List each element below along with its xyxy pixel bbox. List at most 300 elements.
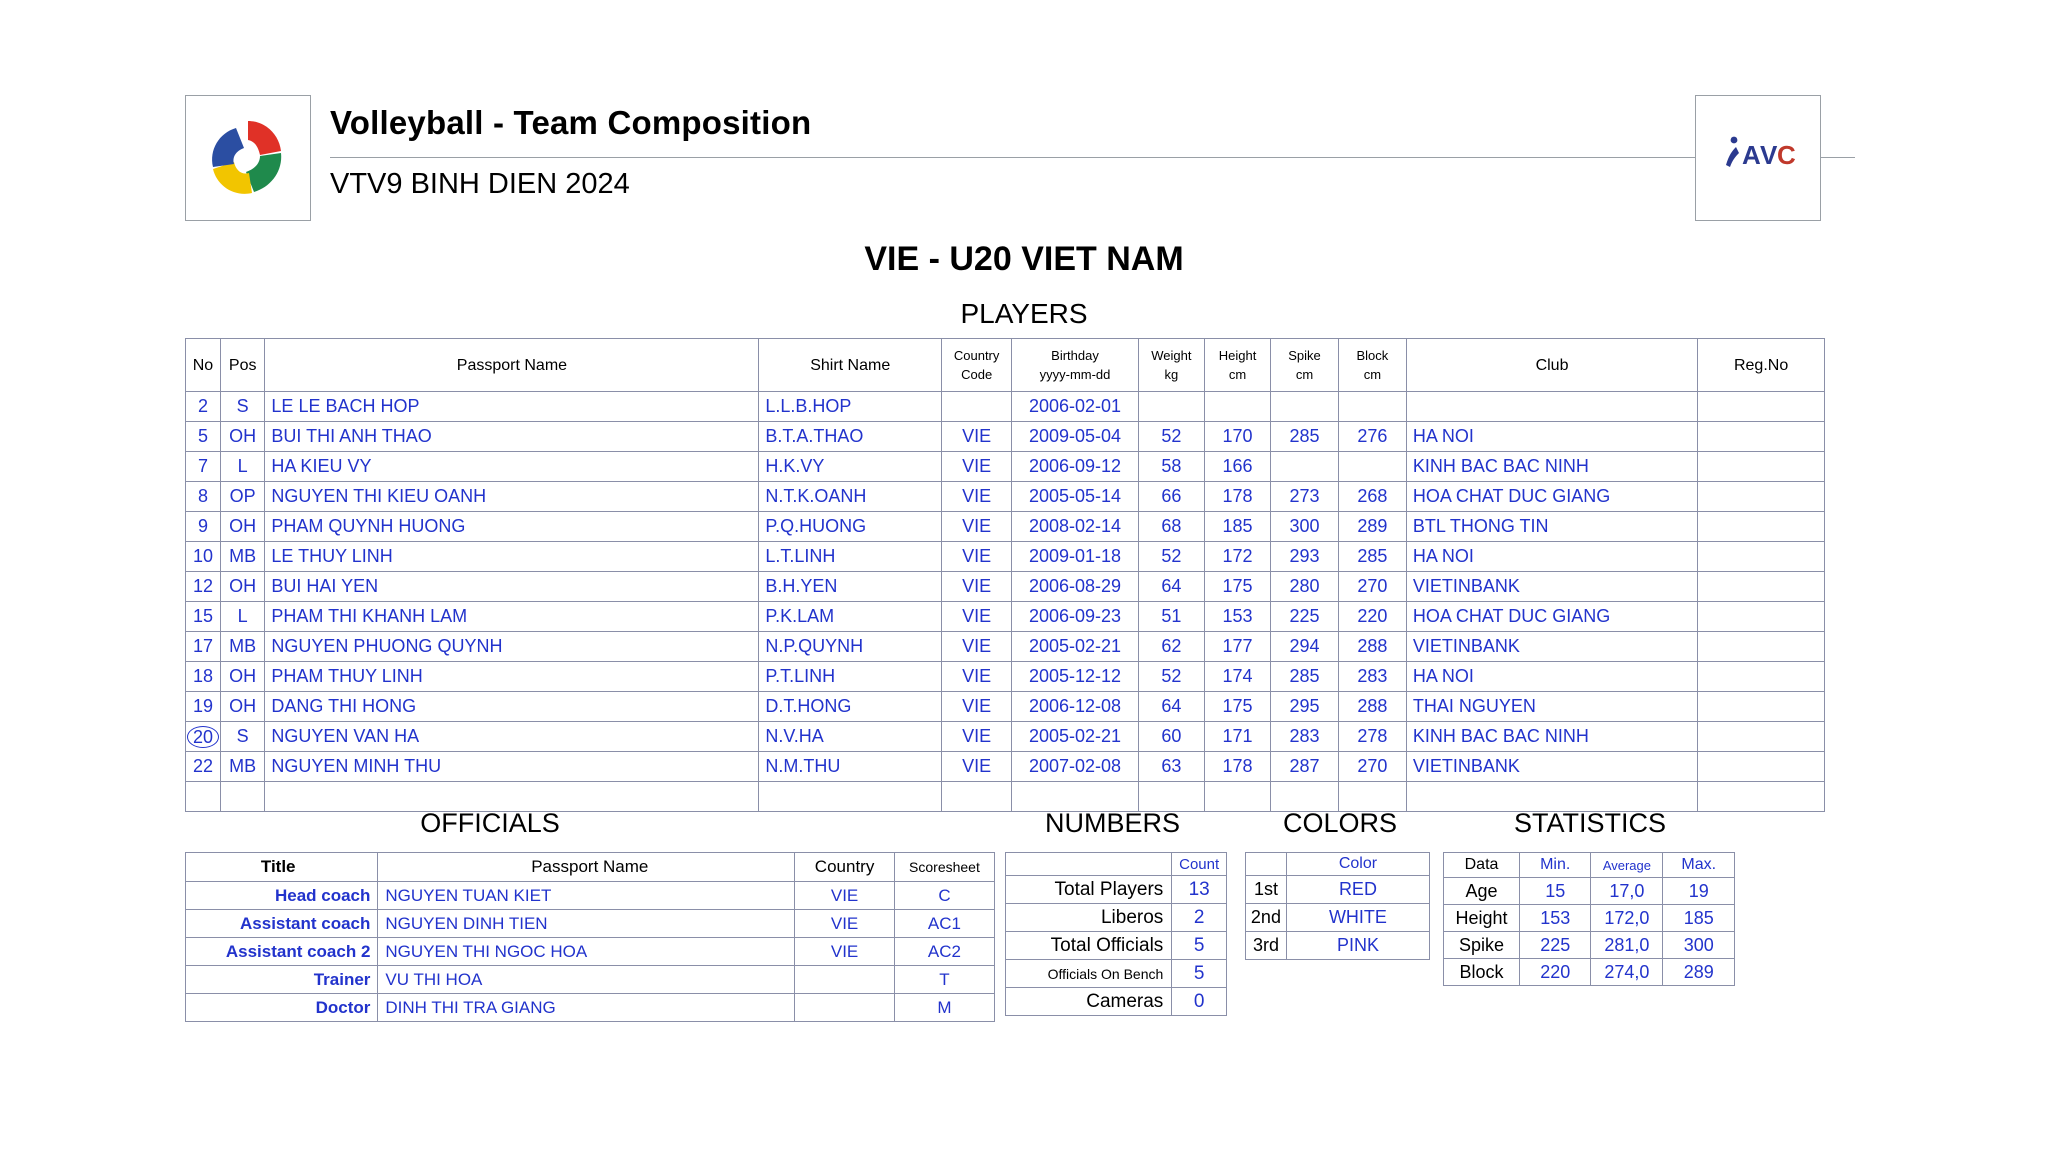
cell-reg-no [1698, 482, 1825, 512]
cell-official-title: Assistant coach 2 [186, 938, 378, 966]
cell-reg-no [1698, 542, 1825, 572]
cell-official-name: NGUYEN TUAN KIET [378, 882, 795, 910]
header-weight-line2: kg [1164, 367, 1179, 382]
cell-club: THAI NGUYEN [1406, 692, 1697, 722]
cell-pos: OH [220, 422, 264, 452]
cell-shirt-name [759, 782, 942, 812]
cell-no: 5 [186, 422, 221, 452]
header-numbers-count: Count [1172, 853, 1227, 876]
table-row [186, 602, 1825, 632]
cell-birthday: 2009-01-18 [1012, 542, 1139, 572]
players-table-header-row [186, 339, 1825, 392]
cell-stat-average: 281,0 [1591, 932, 1663, 959]
cell-block: 288 [1338, 692, 1406, 722]
cell-spike [1271, 392, 1339, 422]
header-stat-min: Min. [1520, 853, 1591, 878]
colors-row [1246, 932, 1430, 960]
cell-no [186, 782, 221, 812]
cell-stat-name: Age [1444, 878, 1520, 905]
colors-row [1246, 876, 1430, 904]
cell-number-label: Total Players [1006, 876, 1172, 904]
colors-table [1245, 852, 1430, 960]
colors-table-wrapper [1245, 852, 1430, 960]
cell-country-code [942, 782, 1012, 812]
cell-birthday: 2005-02-21 [1012, 632, 1139, 662]
cell-country-code: VIE [942, 422, 1012, 452]
cell-reg-no [1698, 752, 1825, 782]
players-table-body [186, 392, 1825, 812]
header-spike [1271, 339, 1339, 392]
cell-shirt-name: N.T.K.OANH [759, 482, 942, 512]
cell-club: HOA CHAT DUC GIANG [1406, 602, 1697, 632]
cell-birthday: 2009-05-04 [1012, 422, 1139, 452]
statistics-table-wrapper [1443, 852, 1735, 986]
cell-no: 7 [186, 452, 221, 482]
cell-birthday: 2006-09-23 [1012, 602, 1139, 632]
cell-official-title: Head coach [186, 882, 378, 910]
tournament-logo-box [185, 95, 311, 221]
cell-club: BTL THONG TIN [1406, 512, 1697, 542]
cell-reg-no [1698, 632, 1825, 662]
page-title: Volleyball - Team Composition [330, 104, 812, 141]
table-row [186, 422, 1825, 452]
cell-official-title: Trainer [186, 966, 378, 994]
cell-height: 170 [1204, 422, 1270, 452]
team-name: VIE - U20 VIET NAM [864, 240, 1184, 278]
avc-logo-icon [1718, 131, 1798, 185]
cell-number-label: Officials On Bench [1006, 960, 1172, 988]
cell-number-count: 5 [1172, 932, 1227, 960]
cell-spike: 273 [1271, 482, 1339, 512]
cell-weight: 52 [1138, 542, 1204, 572]
cell-block [1338, 782, 1406, 812]
section-label-colors: COLORS [1282, 808, 1398, 838]
players-table [185, 338, 1825, 812]
numbers-row [1006, 988, 1227, 1016]
cell-block: 276 [1338, 422, 1406, 452]
cell-stat-min: 15 [1520, 878, 1591, 905]
cell-no: 19 [186, 692, 221, 722]
cell-stat-name: Block [1444, 959, 1520, 986]
header-block-line2: cm [1363, 367, 1382, 382]
cell-reg-no [1698, 452, 1825, 482]
section-label-officials: OFFICIALS [420, 808, 560, 838]
cell-height: 174 [1204, 662, 1270, 692]
cell-passport-name: BUI HAI YEN [265, 572, 759, 602]
cell-height: 177 [1204, 632, 1270, 662]
cell-number-label: Liberos [1006, 904, 1172, 932]
cell-reg-no [1698, 512, 1825, 542]
officials-table-wrapper [185, 852, 995, 1022]
cell-block: 270 [1338, 572, 1406, 602]
cell-stat-max: 289 [1663, 959, 1735, 986]
cell-passport-name: NGUYEN VAN HA [265, 722, 759, 752]
cell-club: HA NOI [1406, 422, 1697, 452]
svg-text:A: A [1742, 140, 1760, 170]
cell-birthday: 2007-02-08 [1012, 752, 1139, 782]
cell-club: HA NOI [1406, 662, 1697, 692]
header-official-scoresheet: Scoresheet [894, 853, 994, 882]
cell-spike: 285 [1271, 422, 1339, 452]
statistics-row [1444, 905, 1735, 932]
cell-height [1204, 782, 1270, 812]
cell-official-country: VIE [795, 910, 895, 938]
cell-spike: 285 [1271, 662, 1339, 692]
cell-pos: MB [220, 752, 264, 782]
cell-passport-name: PHAM THUY LINH [265, 662, 759, 692]
cell-birthday [1012, 782, 1139, 812]
cell-official-country [795, 994, 895, 1022]
cell-country-code: VIE [942, 452, 1012, 482]
cell-number-count: 2 [1172, 904, 1227, 932]
cell-no: 15 [186, 602, 221, 632]
cell-shirt-name: B.H.YEN [759, 572, 942, 602]
numbers-table-body [1006, 876, 1227, 1016]
officials-row [186, 966, 995, 994]
cell-number-count: 0 [1172, 988, 1227, 1016]
cell-color-order: 2nd [1246, 904, 1287, 932]
cell-country-code [942, 392, 1012, 422]
cell-country-code: VIE [942, 692, 1012, 722]
federation-logo-box [1695, 95, 1821, 221]
cell-weight: 52 [1138, 422, 1204, 452]
cell-passport-name: LE THUY LINH [265, 542, 759, 572]
cell-pos: S [220, 392, 264, 422]
officials-header-row [186, 853, 995, 882]
cell-number-label: Cameras [1006, 988, 1172, 1016]
table-row [186, 392, 1825, 422]
cell-spike: 293 [1271, 542, 1339, 572]
cell-block [1338, 452, 1406, 482]
event-name: VTV9 BINH DIEN 2024 [330, 168, 630, 200]
table-row [186, 542, 1825, 572]
cell-spike [1271, 782, 1339, 812]
numbers-header-row [1006, 853, 1227, 876]
header-birthday [1012, 339, 1139, 392]
cell-pos [220, 782, 264, 812]
officials-table-body [186, 882, 995, 1022]
header-height [1204, 339, 1270, 392]
cell-height: 166 [1204, 452, 1270, 482]
cell-block: 220 [1338, 602, 1406, 632]
cell-no: 2 [186, 392, 221, 422]
cell-reg-no [1698, 572, 1825, 602]
cell-color-value: WHITE [1286, 904, 1429, 932]
header-official-country: Country [795, 853, 895, 882]
cell-shirt-name: N.P.QUYNH [759, 632, 942, 662]
table-row [186, 632, 1825, 662]
cell-spike: 294 [1271, 632, 1339, 662]
numbers-row [1006, 876, 1227, 904]
header-weight [1138, 339, 1204, 392]
cell-no: 18 [186, 662, 221, 692]
cell-block: 288 [1338, 632, 1406, 662]
header-spike-line2: cm [1295, 367, 1314, 382]
cell-official-title: Doctor [186, 994, 378, 1022]
cell-pos: OH [220, 512, 264, 542]
cell-height [1204, 392, 1270, 422]
cell-reg-no [1698, 602, 1825, 632]
numbers-row [1006, 904, 1227, 932]
cell-number-count: 13 [1172, 876, 1227, 904]
cell-reg-no [1698, 422, 1825, 452]
cell-weight [1138, 392, 1204, 422]
cell-height: 153 [1204, 602, 1270, 632]
cell-pos: OP [220, 482, 264, 512]
cell-stat-name: Spike [1444, 932, 1520, 959]
cell-club [1406, 392, 1697, 422]
cell-official-scoresheet: AC1 [894, 910, 994, 938]
cell-reg-no [1698, 722, 1825, 752]
cell-stat-max: 300 [1663, 932, 1735, 959]
cell-club: HA NOI [1406, 542, 1697, 572]
cell-birthday: 2005-05-14 [1012, 482, 1139, 512]
cell-country-code: VIE [942, 632, 1012, 662]
cell-no: 12 [186, 572, 221, 602]
header-numbers-blank [1006, 853, 1172, 876]
numbers-table [1005, 852, 1227, 1016]
cell-country-code: VIE [942, 752, 1012, 782]
cell-color-value: RED [1286, 876, 1429, 904]
cell-shirt-name: L.L.B.HOP [759, 392, 942, 422]
cell-weight: 51 [1138, 602, 1204, 632]
cell-shirt-name: D.T.HONG [759, 692, 942, 722]
cell-reg-no [1698, 782, 1825, 812]
cell-pos: MB [220, 632, 264, 662]
header-country-code-line2: Code [961, 367, 993, 382]
header-stat-average: Average [1591, 853, 1663, 878]
cell-passport-name: BUI THI ANH THAO [265, 422, 759, 452]
cell-shirt-name: N.M.THU [759, 752, 942, 782]
cell-country-code: VIE [942, 572, 1012, 602]
numbers-row [1006, 932, 1227, 960]
header-height-line2: cm [1228, 367, 1247, 382]
cell-shirt-name: B.T.A.THAO [759, 422, 942, 452]
cell-club: VIETINBANK [1406, 752, 1697, 782]
statistics-row [1444, 932, 1735, 959]
officials-table [185, 852, 995, 1022]
cell-stat-min: 225 [1520, 932, 1591, 959]
cell-stat-average: 17,0 [1591, 878, 1663, 905]
cell-block [1338, 392, 1406, 422]
cell-official-name: NGUYEN DINH TIEN [378, 910, 795, 938]
cell-stat-average: 274,0 [1591, 959, 1663, 986]
cell-stat-name: Height [1444, 905, 1520, 932]
header-stat-data: Data [1444, 853, 1520, 878]
cell-passport-name [265, 782, 759, 812]
cell-birthday: 2006-08-29 [1012, 572, 1139, 602]
cell-height: 172 [1204, 542, 1270, 572]
cell-reg-no [1698, 392, 1825, 422]
cell-spike: 295 [1271, 692, 1339, 722]
cell-spike: 287 [1271, 752, 1339, 782]
cell-no [186, 722, 221, 752]
header-country-code-line1: Country [953, 348, 1000, 363]
statistics-table-body [1444, 878, 1735, 986]
cell-birthday: 2005-12-12 [1012, 662, 1139, 692]
cell-club: KINH BAC BAC NINH [1406, 722, 1697, 752]
cell-birthday: 2006-02-01 [1012, 392, 1139, 422]
cell-shirt-name: P.Q.HUONG [759, 512, 942, 542]
cell-pos: OH [220, 572, 264, 602]
cell-no: 10 [186, 542, 221, 572]
table-row [186, 692, 1825, 722]
cell-color-value: PINK [1286, 932, 1429, 960]
cell-official-title: Assistant coach [186, 910, 378, 938]
header-text-block [330, 103, 1710, 143]
numbers-table-wrapper [1005, 852, 1227, 1016]
cell-official-name: VU THI HOA [378, 966, 795, 994]
cell-birthday: 2005-02-21 [1012, 722, 1139, 752]
cell-reg-no [1698, 662, 1825, 692]
header-club: Club [1406, 339, 1697, 392]
officials-row [186, 938, 995, 966]
cell-height: 178 [1204, 752, 1270, 782]
cell-stat-min: 153 [1520, 905, 1591, 932]
cell-height: 175 [1204, 572, 1270, 602]
colors-header-row [1246, 853, 1430, 876]
cell-height: 171 [1204, 722, 1270, 752]
statistics-header-row [1444, 853, 1735, 878]
statistics-row [1444, 959, 1735, 986]
cell-block: 283 [1338, 662, 1406, 692]
header-passport-name: Passport Name [265, 339, 759, 392]
cell-official-country: VIE [795, 938, 895, 966]
header-colors-blank [1246, 853, 1287, 876]
cell-official-country: VIE [795, 882, 895, 910]
table-row [186, 722, 1825, 752]
captain-number-circle: 20 [187, 726, 219, 748]
cell-weight: 58 [1138, 452, 1204, 482]
cell-block: 289 [1338, 512, 1406, 542]
cell-country-code: VIE [942, 662, 1012, 692]
cell-official-scoresheet: AC2 [894, 938, 994, 966]
cell-no: 17 [186, 632, 221, 662]
cell-stat-average: 172,0 [1591, 905, 1663, 932]
cell-spike: 280 [1271, 572, 1339, 602]
statistics-table [1443, 852, 1735, 986]
cell-shirt-name: N.V.HA [759, 722, 942, 752]
cell-passport-name: NGUYEN MINH THU [265, 752, 759, 782]
header-pos: Pos [220, 339, 264, 392]
header-divider [330, 157, 1855, 158]
cell-official-scoresheet: C [894, 882, 994, 910]
table-row [186, 482, 1825, 512]
table-row [186, 782, 1825, 812]
cell-club [1406, 782, 1697, 812]
cell-country-code: VIE [942, 512, 1012, 542]
cell-stat-max: 19 [1663, 878, 1735, 905]
header-block [1338, 339, 1406, 392]
cell-passport-name: LE LE BACH HOP [265, 392, 759, 422]
cell-club: VIETINBANK [1406, 572, 1697, 602]
players-table-wrapper [185, 338, 1825, 812]
cell-no: 22 [186, 752, 221, 782]
cell-block: 278 [1338, 722, 1406, 752]
cell-weight: 52 [1138, 662, 1204, 692]
cell-stat-min: 220 [1520, 959, 1591, 986]
header-country-code [942, 339, 1012, 392]
cell-block: 285 [1338, 542, 1406, 572]
table-row [186, 452, 1825, 482]
cell-number-count: 5 [1172, 960, 1227, 988]
cell-passport-name: NGUYEN THI KIEU OANH [265, 482, 759, 512]
cell-weight: 62 [1138, 632, 1204, 662]
header-no: No [186, 339, 221, 392]
cell-pos: MB [220, 542, 264, 572]
cell-pos: OH [220, 692, 264, 722]
header-block-line1: Block [1356, 348, 1389, 363]
officials-row [186, 994, 995, 1022]
statistics-row [1444, 878, 1735, 905]
cell-stat-max: 185 [1663, 905, 1735, 932]
cell-reg-no [1698, 692, 1825, 722]
tournament-logo-icon [205, 115, 291, 201]
cell-country-code: VIE [942, 482, 1012, 512]
table-row [186, 512, 1825, 542]
header-birthday-line1: Birthday [1051, 348, 1099, 363]
header-official-title: Title [186, 853, 378, 882]
cell-spike: 225 [1271, 602, 1339, 632]
header-spike-line1: Spike [1288, 348, 1321, 363]
cell-height: 185 [1204, 512, 1270, 542]
cell-no: 8 [186, 482, 221, 512]
cell-passport-name: PHAM THI KHANH LAM [265, 602, 759, 632]
cell-club: VIETINBANK [1406, 632, 1697, 662]
cell-weight: 64 [1138, 572, 1204, 602]
cell-pos: S [220, 722, 264, 752]
cell-birthday: 2006-12-08 [1012, 692, 1139, 722]
header-weight-line1: Weight [1151, 348, 1192, 363]
table-row [186, 662, 1825, 692]
cell-official-name: DINH THI TRA GIANG [378, 994, 795, 1022]
cell-passport-name: DANG THI HONG [265, 692, 759, 722]
cell-pos: OH [220, 662, 264, 692]
cell-passport-name: HA KIEU VY [265, 452, 759, 482]
table-row [186, 752, 1825, 782]
section-label-numbers: NUMBERS [1044, 808, 1180, 838]
cell-passport-name: NGUYEN PHUONG QUYNH [265, 632, 759, 662]
colors-row [1246, 904, 1430, 932]
cell-spike [1271, 452, 1339, 482]
cell-block: 268 [1338, 482, 1406, 512]
cell-weight [1138, 782, 1204, 812]
cell-club: HOA CHAT DUC GIANG [1406, 482, 1697, 512]
officials-row [186, 910, 995, 938]
header-colors-color: Color [1286, 853, 1429, 876]
colors-table-body [1246, 876, 1430, 960]
cell-official-country [795, 966, 895, 994]
cell-birthday: 2006-09-12 [1012, 452, 1139, 482]
cell-shirt-name: P.T.LINH [759, 662, 942, 692]
cell-weight: 60 [1138, 722, 1204, 752]
document-header [185, 95, 1865, 225]
table-row [186, 572, 1825, 602]
header-shirt-name: Shirt Name [759, 339, 942, 392]
cell-height: 175 [1204, 692, 1270, 722]
cell-country-code: VIE [942, 602, 1012, 632]
cell-club: KINH BAC BAC NINH [1406, 452, 1697, 482]
cell-country-code: VIE [942, 722, 1012, 752]
cell-passport-name: PHAM QUYNH HUONG [265, 512, 759, 542]
cell-color-order: 1st [1246, 876, 1287, 904]
header-height-line1: Height [1218, 348, 1257, 363]
cell-weight: 64 [1138, 692, 1204, 722]
cell-shirt-name: P.K.LAM [759, 602, 942, 632]
section-label-statistics: STATISTICS [1513, 808, 1666, 838]
cell-official-name: NGUYEN THI NGOC HOA [378, 938, 795, 966]
cell-birthday: 2008-02-14 [1012, 512, 1139, 542]
